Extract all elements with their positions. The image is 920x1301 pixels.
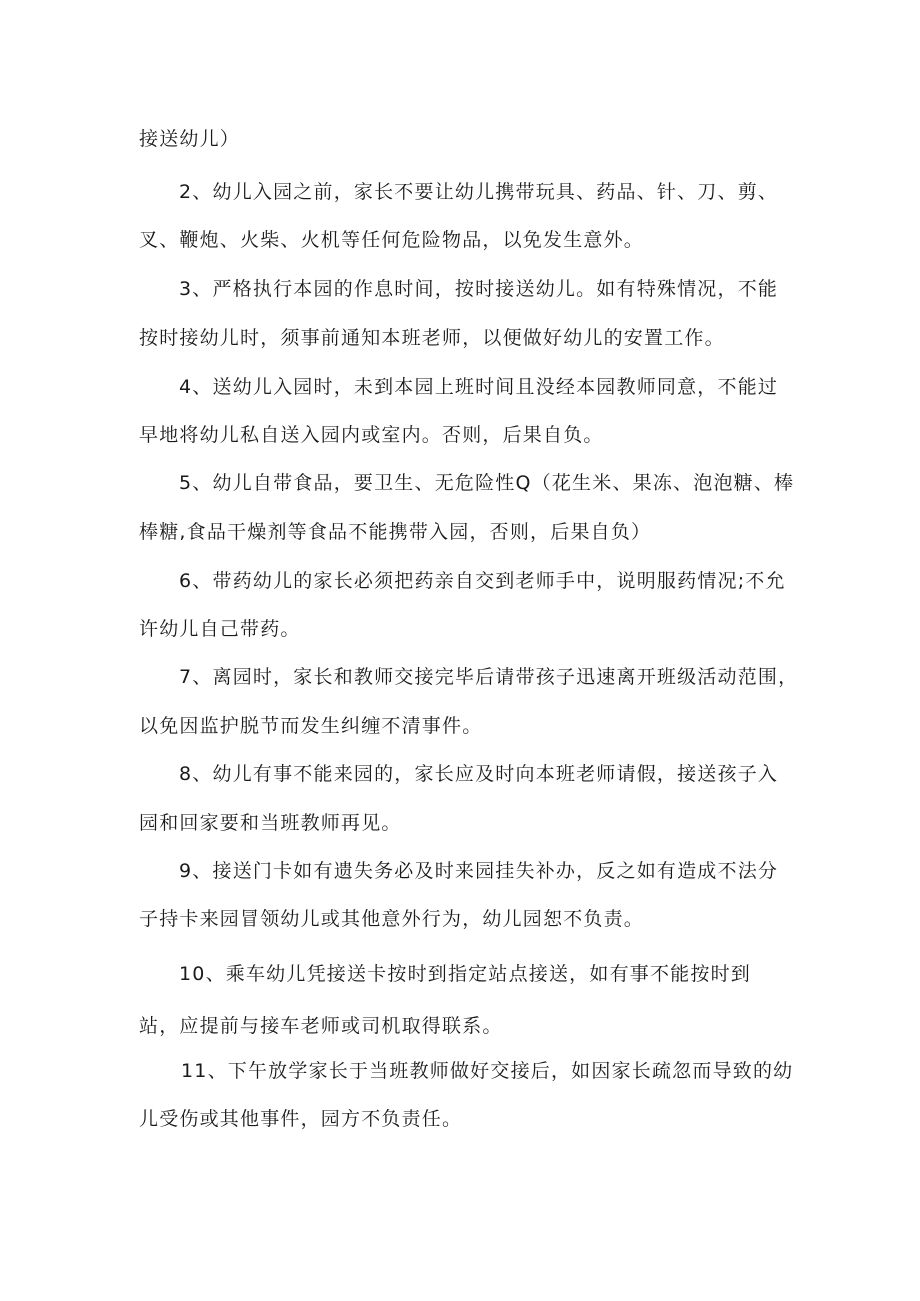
paragraph-4-line-1: 4、送幼儿入园时，未到本园上班时间且没经本园教师同意，不能过 bbox=[179, 376, 779, 398]
paragraph-3-line-1: 3、严格执行本园的作息时间，按时接送幼儿。如有特殊情况，不能 bbox=[179, 278, 779, 300]
paragraph-10-line-2: 站，应提前与接车老师或司机取得联系。 bbox=[139, 1015, 503, 1037]
paragraph-9-line-1: 9、接送门卡如有遗失务必及时来园挂失补办，反之如有造成不法分 bbox=[179, 860, 779, 882]
paragraph-5-line-2: 棒糖,食品干燥剂等食品不能携带入园，否则，后果自负） bbox=[139, 521, 652, 543]
paragraph-7-line-1: 7、离园时，家长和教师交接完毕后请带孩子迅速离开班级活动范围， bbox=[179, 666, 799, 688]
paragraph-8-line-1: 8、幼儿有事不能来园的，家长应及时向本班老师请假，接送孩子入 bbox=[179, 763, 779, 785]
paragraph-9-line-2: 子持卡来园冒领幼儿或其他意外行为，幼儿园恕不负责。 bbox=[139, 908, 645, 930]
paragraph-10-line-1: 10、乘车幼儿凭接送卡按时到指定站点接送，如有事不能按时到 bbox=[179, 963, 751, 985]
paragraph-11-line-1: 11、下午放学家长于当班教师做好交接后，如因家长疏忽而导致的幼 bbox=[181, 1060, 794, 1082]
paragraph-8-line-2: 园和回家要和当班教师再见。 bbox=[139, 812, 402, 834]
paragraph-2-line-1: 2、幼儿入园之前，家长不要让幼儿携带玩具、药品、针、刀、剪、 bbox=[179, 181, 779, 203]
paragraph-4-line-2: 早地将幼儿私自送入园内或室内。否则，后果自负。 bbox=[139, 424, 604, 446]
paragraph-3-line-2: 按时接幼儿时，须事前通知本班老师，以便做好幼儿的安置工作。 bbox=[139, 327, 725, 349]
paragraph-6-line-1: 6、带药幼儿的家长必须把药亲自交到老师手中，说明服药情况;不允 bbox=[179, 570, 786, 592]
paragraph-6-line-2: 许幼儿自己带药。 bbox=[139, 618, 301, 640]
paragraph-5-line-1: 5、幼儿自带食品，要卫生、无危险性Q（花生米、果冻、泡泡糖、棒 bbox=[179, 472, 795, 494]
paragraph-2-line-2: 叉、鞭炮、火柴、火机等任何危险物品，以免发生意外。 bbox=[139, 229, 645, 251]
paragraph-7-line-2: 以免因监护脱节而发生纠缠不清事件。 bbox=[139, 715, 483, 737]
paragraph-1-line-1: 接送幼儿） bbox=[139, 128, 241, 150]
paragraph-11-line-2: 儿受伤或其他事件，园方不负责任。 bbox=[139, 1108, 463, 1130]
